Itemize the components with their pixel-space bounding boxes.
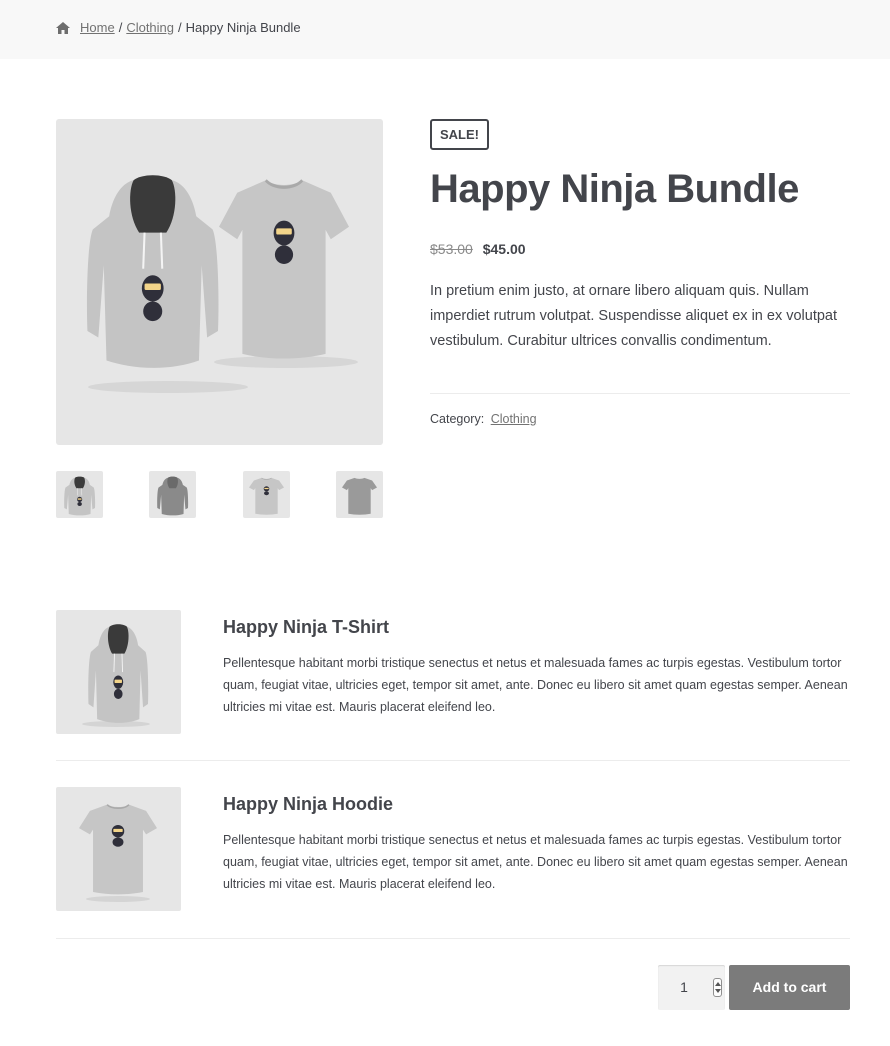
old-price: $53.00	[430, 241, 473, 257]
product-description: In pretium enim justo, at ornare libero aliquam quis. Nullam imperdiet rutrum volutpat. Suspendisse aliquet ex in ex volutpat vestibulum. Curabitur ultrices convallis condimentum.	[430, 283, 838, 349]
quantity-stepper[interactable]	[658, 965, 725, 1010]
category-label: Category:	[430, 412, 485, 426]
spinner-arrows-icon[interactable]	[713, 978, 722, 997]
breadcrumb	[56, 20, 301, 36]
product-thumbnail[interactable]	[336, 471, 383, 518]
breadcrumb-bar	[0, 0, 890, 59]
product-price	[430, 240, 526, 258]
bundle-item-image[interactable]	[56, 610, 181, 734]
quantity-input[interactable]: 1	[680, 979, 688, 995]
bundle-item	[56, 787, 850, 938]
sale-price: $45.00	[482, 241, 526, 257]
product-title: Happy Ninja Bundle	[430, 167, 799, 211]
sale-badge: SALE!	[430, 119, 489, 150]
product-category	[430, 411, 537, 427]
bundle-item-description: Pellentesque habitant morbi tristique senectus et netus et malesuada fames ac turpis egestas. Vestibulum tortor quam, feugiat vitae, ultricies eget, tempor sit amet, ante. Donec eu libero sit amet quam egestas semper. Aenean ultricies mi vitae est. Mauris placerat eleifend leo.	[223, 833, 848, 891]
product-thumbnail[interactable]	[149, 471, 196, 518]
divider	[56, 760, 850, 761]
bundle-item-image[interactable]	[56, 787, 181, 911]
divider	[56, 938, 850, 939]
product-thumbnail[interactable]	[243, 471, 290, 518]
breadcrumb-link-home[interactable]: Home	[80, 20, 115, 35]
bundle-item	[56, 610, 850, 761]
add-to-cart-button[interactable]: Add to cart	[729, 965, 850, 1010]
category-link-clothing[interactable]: Clothing	[490, 412, 537, 426]
breadcrumb-link-clothing[interactable]: Clothing	[126, 20, 175, 35]
bundle-item-title[interactable]: Happy Ninja Hoodie	[223, 794, 394, 814]
product-main-image[interactable]	[56, 119, 383, 445]
home-icon	[56, 22, 70, 34]
breadcrumb-current: Happy Ninja Bundle	[185, 20, 301, 35]
breadcrumb-separator: /	[178, 20, 182, 35]
divider	[430, 393, 850, 394]
bundle-item-description: Pellentesque habitant morbi tristique senectus et netus et malesuada fames ac turpis egestas. Vestibulum tortor quam, feugiat vitae, ultricies eget, tempor sit amet, ante. Donec eu libero sit amet quam egestas semper. Aenean ultricies mi vitae est. Mauris placerat eleifend leo.	[223, 656, 848, 714]
product-thumbnail[interactable]	[56, 471, 103, 518]
breadcrumb-separator: /	[118, 20, 123, 35]
bundle-item-title[interactable]: Happy Ninja T-Shirt	[223, 617, 390, 637]
